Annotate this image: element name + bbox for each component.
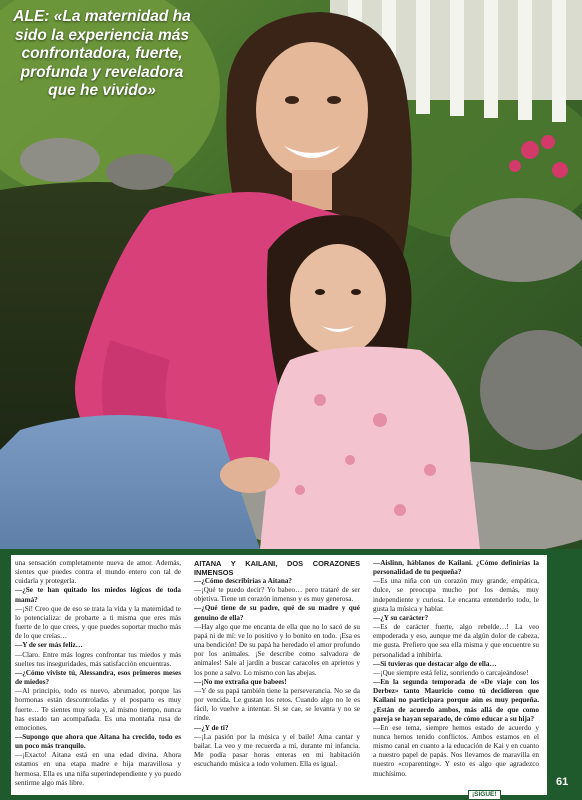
interview-question: —En la segunda temporada de «De viaje con los Derbez» tanto Mauricio como tú decidieron que Kailani no participara porque aún es muy pequeña. ¿Están de acuerdo ambos, más allá de que como pareja se hayan separado, de cómo educar a su hija?	[373, 678, 539, 723]
interview-question: —¿Se te han quitado los miedos lógicos de toda mamá?	[15, 586, 181, 604]
pull-quote: ALE: «La maternidad ha sido la experiencia más confrontadora, fuerte, profunda y reveladora que he vivido»	[13, 8, 191, 99]
paragraph: —¡Qué te puedo decir? Yo babeo… pero trataré de ser objetiva. Tiene un corazón inmenso y es muy generosa.	[194, 586, 360, 604]
article-column-3	[373, 559, 539, 779]
paragraph: —En ese tema, siempre hemos estado de acuerdo y nunca hemos tenido conflictos. Ambos estamos en el mismo canal en cuanto a la educación de Kai y en cuanto a nuestro papel de papás. Nos llevamos de maravilla en nuestro «coparenting». Y esto es algo que agradezco muchísimo.	[373, 723, 539, 778]
paragraph: —¡Exacto! Aitana está en una edad divina. Ahora estamos en una etapa madre e hija maravillosa y hermosa. Ella es una niña superindependiente y yo puedo sentirme algo más libre.	[15, 751, 181, 787]
paragraph: —¡La pasión por la música y el baile! Ama cantar y bailar. La veo y me recuerda a mí, durante mi infancia. Me podía pasar horas enteras en mi habitación escuchando música a todo volumen. Ella es igual.	[194, 732, 360, 769]
paragraph: —¡Que siempre está feliz, sonriendo o carcajeándose!	[373, 668, 529, 677]
article-column-1	[15, 559, 181, 788]
article-body	[11, 555, 547, 795]
interview-question: —¿Cómo describirías a Aitana?	[194, 577, 293, 585]
paragraph: —¡Sí! Creo que de eso se trata la vida y la maternidad te lo potencializa: de probarte a ti misma que eres más fuerte de lo que crees, y que puedes soportar mucho más de lo que creías…	[15, 604, 181, 641]
paragraph: —Al principio, todo es nuevo, abrumador, porque las hormonas están descontroladas y el posparto es muy fuerte… Te sientes muy sola y, al mismo tiempo, nunca has estado tan acompañada. Es una montaña rusa de emociones.	[15, 687, 181, 732]
interview-question: —Supongo que ahora que Aitana ha crecido, todo es un poco más tranquilo.	[15, 732, 181, 751]
section-subtitle: AITANA Y KAILANI, DOS CORAZONES INMENSOS	[194, 559, 360, 577]
interview-question: —¡No me extraña que babees!	[194, 677, 287, 686]
page-number: 61	[556, 776, 569, 788]
interview-question: —¿Y su carácter?	[373, 613, 429, 622]
paragraph: —Es de carácter fuerte, algo rebelde…! La veo empoderada y eso, aunque me da algún dolor de cabeza, me gusta. Prefiero que sea ella misma y que encuentre su personalidad a inhibirla.	[373, 623, 539, 659]
interview-question: —Si tuvieras que destacar algo de ella…	[373, 659, 497, 668]
interview-question: —¿Y de ti?	[194, 723, 229, 732]
paragraph: una sensación completamente nueva de amor. Además, sientes que puedes contra el mundo entero con tal de cuidarla y protegerla.	[15, 559, 181, 586]
interview-question: —¿Qué tiene de su padre, qué de su madre y qué genuino de ella?	[194, 604, 360, 622]
paragraph: —Claro. Entre más logres confrontar tus miedos y más sueltes tus inseguridades, más satisfacción encuentras.	[15, 650, 181, 668]
article-column-2	[194, 559, 360, 769]
paragraph: —Y de su papá también tiene la perseverancia. No se da por vencida. Le gustan los retos. Cuando algo no le es fácil, lo vuelve a intentar. Si se cae, se levanta y no se rinde.	[194, 686, 360, 723]
paragraph: —Hay algo que me encanta de ella que no lo sacó de su papá ni de mí: ve lo positivo y lo bonito en todo. ¡Esa es una bendición! De su papá ha heredado el amor profundo por los animales. ¡Se describe como salvadora de animales! Sale al jardín a buscar caracoles en aprietos y los pone a salvo. Lo mismo con las abejas.	[194, 622, 360, 677]
paragraph: —Es una niña con un corazón muy grande, empática, dulce, se preocupa mucho por los demás, muy independiente y curiosa. Le encanta entenderlo todo, le gusta la música y hablar.	[373, 577, 539, 613]
interview-question: —¿Cómo viviste tú, Alessandra, esos primeros meses de miedos?	[15, 668, 181, 687]
magazine-logo: ¡SIGUE!	[468, 790, 501, 800]
interview-question: —Y de ser más feliz…	[15, 641, 83, 650]
interview-question: —Aislinn, háblanos de Kailani. ¿Cómo definirías la personalidad de tu pequeña?	[373, 559, 539, 577]
